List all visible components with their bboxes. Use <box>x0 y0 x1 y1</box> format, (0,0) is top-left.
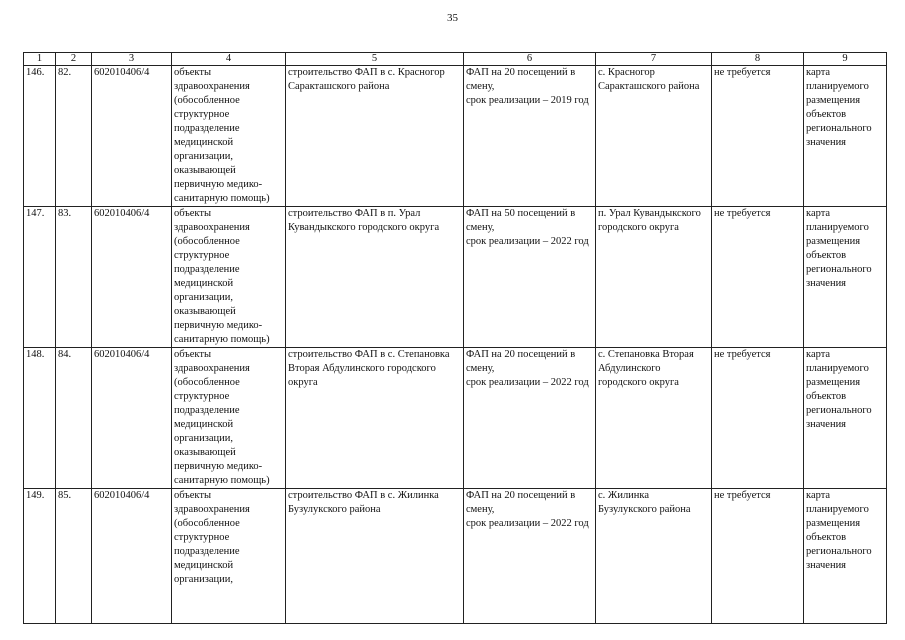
column-header: 5 <box>286 53 464 66</box>
object-type: объекты здравоохранения (обособленное структурное подразделение медицинской организации, оказывающей первичную медико-санитарную помощь) <box>172 348 286 489</box>
map-reference: карта планируемого размещения объектов регионального значения <box>804 489 887 624</box>
table-row <box>24 207 887 348</box>
map-reference: карта планируемого размещения объектов регионального значения <box>804 207 887 348</box>
object-type: объекты здравоохранения (обособленное структурное подразделение медицинской организации, оказывающей первичную медико-санитарную помощь) <box>172 66 286 207</box>
row-number: 149. <box>24 489 56 624</box>
row-subnumber: 84. <box>56 348 92 489</box>
protection-zone: не требуется <box>712 348 804 489</box>
row-number: 146. <box>24 66 56 207</box>
column-header: 4 <box>172 53 286 66</box>
table-row <box>24 489 887 624</box>
row-number: 148. <box>24 348 56 489</box>
object-action: строительство ФАП в с. Жилинка Бузулукского района <box>286 489 464 624</box>
column-header: 1 <box>24 53 56 66</box>
column-header: 9 <box>804 53 887 66</box>
column-header: 2 <box>56 53 92 66</box>
column-header: 6 <box>464 53 596 66</box>
object-code: 602010406/4 <box>92 489 172 624</box>
table-row <box>24 348 887 489</box>
object-location: п. Урал Кувандыкского городского округа <box>596 207 712 348</box>
column-header: 8 <box>712 53 804 66</box>
object-action: строительство ФАП в с. Степановка Вторая Абдулинского городского округа <box>286 348 464 489</box>
objects-table <box>23 52 887 624</box>
object-params: ФАП на 20 посещений в смену, срок реализации – 2022 год <box>464 489 596 624</box>
row-subnumber: 83. <box>56 207 92 348</box>
column-header: 3 <box>92 53 172 66</box>
object-action: строительство ФАП в п. Урал Кувандыкского городского округа <box>286 207 464 348</box>
map-reference: карта планируемого размещения объектов регионального значения <box>804 66 887 207</box>
header-row <box>24 53 887 66</box>
object-location: с. Жилинка Бузулукского района <box>596 489 712 624</box>
object-code: 602010406/4 <box>92 66 172 207</box>
protection-zone: не требуется <box>712 66 804 207</box>
object-type: объекты здравоохранения (обособленное структурное подразделение медицинской организации, <box>172 489 286 624</box>
column-header: 7 <box>596 53 712 66</box>
row-number: 147. <box>24 207 56 348</box>
page-number: 35 <box>447 12 458 24</box>
object-action: строительство ФАП в с. Красногор Саракташского района <box>286 66 464 207</box>
object-code: 602010406/4 <box>92 348 172 489</box>
object-code: 602010406/4 <box>92 207 172 348</box>
object-location: с. Красногор Саракташского района <box>596 66 712 207</box>
protection-zone: не требуется <box>712 489 804 624</box>
object-params: ФАП на 20 посещений в смену, срок реализации – 2019 год <box>464 66 596 207</box>
object-params: ФАП на 20 посещений в смену, срок реализации – 2022 год <box>464 348 596 489</box>
table-row <box>24 66 887 207</box>
object-location: с. Степановка Вторая Абдулинского городского округа <box>596 348 712 489</box>
map-reference: карта планируемого размещения объектов регионального значения <box>804 348 887 489</box>
protection-zone: не требуется <box>712 207 804 348</box>
object-type: объекты здравоохранения (обособленное структурное подразделение медицинской организации, оказывающей первичную медико-санитарную помощь) <box>172 207 286 348</box>
object-params: ФАП на 50 посещений в смену, срок реализации – 2022 год <box>464 207 596 348</box>
row-subnumber: 82. <box>56 66 92 207</box>
row-subnumber: 85. <box>56 489 92 624</box>
